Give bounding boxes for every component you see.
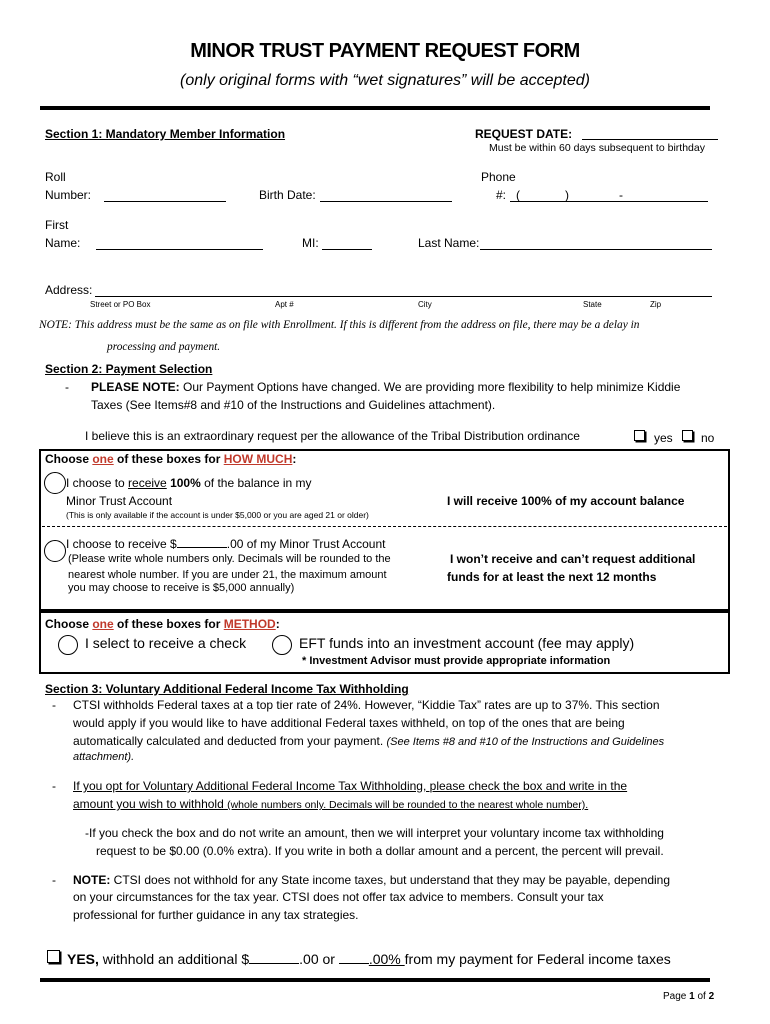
- opt1-pre: I choose to: [66, 476, 129, 490]
- how-much-of-these: of these boxes for: [113, 452, 224, 466]
- phone-field[interactable]: [510, 201, 708, 202]
- option-100-result: I will receive 100% of my account balance: [447, 494, 685, 508]
- option-100-percent-radio[interactable]: [44, 472, 66, 494]
- eft-label: EFT funds into an investment account (fee may apply): [299, 635, 635, 651]
- extraordinary-yes-checkbox[interactable]: [634, 430, 645, 441]
- s3-p1-l1: CTSI withholds Federal taxes at a top tier rate of 24%. However, “Kiddie Tax” rates are up to 37%. This section: [73, 698, 660, 712]
- s3-p1-l3: [73, 734, 664, 748]
- option-amount-radio[interactable]: [44, 540, 66, 562]
- roll-label-1: Roll: [45, 170, 66, 184]
- phone-paren-close: ): [565, 188, 569, 202]
- option-amount-result-1: I won’t receive and can’t request additional: [450, 552, 696, 566]
- method-colon: :: [275, 617, 280, 631]
- s3-note-l1: [73, 873, 670, 887]
- advisor-note: * Investment Advisor must provide appropriate information: [302, 655, 611, 667]
- opt2-pre: I choose to receive $: [66, 537, 177, 551]
- addr-state-caption: State: [583, 300, 602, 309]
- s3-p1-l2: would apply if you would like to have additional Federal taxes withheld, on top of the ones that are being: [73, 716, 625, 730]
- option-100-note: (This is only available if the account is under $5,000 or you are aged 21 or older): [66, 510, 369, 520]
- roll-number-field[interactable]: [104, 201, 226, 202]
- s3-p1-l3-b: (See Items #8 and #10 of the Instructions and Guidelines: [386, 736, 665, 748]
- mi-label: MI:: [302, 236, 319, 250]
- option-100-line1: [66, 476, 312, 490]
- page-of: of: [694, 991, 709, 1002]
- how-much-divider: [42, 526, 727, 527]
- opt1-receive: receive: [128, 476, 167, 490]
- s3-p2-l1: If you opt for Voluntary Additional Federal Income Tax Withholding, please check the box and write in the: [73, 779, 628, 793]
- opt1-post: of the balance in my: [200, 476, 312, 490]
- s3-note-l2: on your circumstances for the tax year. CTSI does not offer tax advice to members. Consult your tax: [73, 890, 604, 904]
- section1-heading: Section 1: Mandatory Member Information: [45, 127, 286, 141]
- request-date-field[interactable]: [582, 139, 718, 140]
- extraordinary-no-checkbox[interactable]: [682, 430, 693, 441]
- withhold-yes-checkbox[interactable]: [47, 950, 60, 963]
- withhold-text-1: withhold an additional $: [98, 951, 250, 967]
- withhold-text-4: from my payment for Federal income taxes: [404, 951, 671, 967]
- option-amount-result-2: funds for at least the next 12 months: [447, 570, 657, 584]
- method-heading: [45, 617, 280, 631]
- addr-apt-caption: Apt #: [275, 300, 294, 309]
- page-num: 1: [689, 991, 695, 1002]
- method-choose: Choose: [45, 617, 93, 631]
- withhold-dollar-blank[interactable]: [249, 951, 299, 964]
- address-label: Address:: [45, 283, 93, 297]
- opt1-pct: 100%: [170, 476, 201, 490]
- how-much-choose: Choose: [45, 452, 93, 466]
- s3-dash-1: -: [52, 698, 56, 712]
- page-number: [663, 991, 714, 1002]
- s3-dash-3: -: [52, 873, 56, 887]
- request-date-note: Must be within 60 days subsequent to birthday: [489, 142, 705, 154]
- withhold-text-2: .00 or: [299, 951, 339, 967]
- header-rule: [40, 106, 710, 110]
- page-total: 2: [708, 991, 715, 1002]
- please-note-dash: -: [65, 380, 69, 394]
- opt2-amount-blank[interactable]: [177, 536, 227, 548]
- page-title: MINOR TRUST PAYMENT REQUEST FORM: [190, 40, 580, 62]
- please-note-line1: [91, 380, 680, 394]
- mi-field[interactable]: [322, 249, 372, 250]
- s3-dash-2: -: [52, 779, 56, 793]
- s3-p2-l2: [73, 797, 588, 811]
- phone-label-1: Phone: [481, 170, 516, 184]
- withhold-text-3: .00%: [368, 951, 405, 967]
- addr-city-caption: City: [418, 300, 432, 309]
- please-note-text: Our Payment Options have changed. We are providing more flexibility to help minimize Kiddie: [179, 380, 681, 394]
- check-radio[interactable]: [58, 635, 78, 655]
- first-name-field[interactable]: [96, 249, 263, 250]
- addr-street-caption: Street or PO Box: [90, 300, 151, 309]
- section3-heading: Section 3: Voluntary Additional Federal Income Tax Withholding: [45, 682, 409, 696]
- address-note-2: processing and payment.: [107, 341, 221, 353]
- s3-p2-l2-a: amount you wish to withhold: [73, 797, 228, 811]
- s3-p3-l2: request to be $0.00 (0.0% extra). If you write in both a dollar amount and a percent, the percent will prevail.: [96, 844, 664, 858]
- opt2-post: .00 of my Minor Trust Account: [226, 537, 386, 551]
- please-note-line2: Taxes (See Items#8 and #10 of the Instructions and Guidelines attachment).: [91, 398, 496, 412]
- extraordinary-text: I believe this is an extraordinary request per the allowance of the Tribal Distribution ordinance: [85, 429, 580, 443]
- roll-label-2: Number:: [45, 188, 92, 202]
- how-much-heading: [45, 452, 296, 466]
- eft-radio[interactable]: [272, 635, 292, 655]
- phone-label-2: #:: [496, 188, 507, 202]
- option-amount-line2: (Please write whole numbers only. Decimals will be rounded to the: [68, 553, 391, 565]
- s3-p3-l1: -If you check the box and do not write an amount, then we will interpret your voluntary income tax withholding: [85, 826, 664, 840]
- please-note-label: PLEASE NOTE:: [91, 380, 180, 394]
- option-amount-line3: nearest whole number. If you are under 21, the maximum amount: [68, 569, 387, 581]
- s3-p1-l3-a: automatically calculated and deducted from your payment.: [73, 734, 387, 748]
- s3-note-text: CTSI does not withhold for any State income taxes, but understand that they may be payable, depending: [110, 873, 671, 887]
- last-name-field[interactable]: [480, 249, 712, 250]
- addr-zip-caption: Zip: [650, 300, 662, 309]
- birth-date-label: Birth Date:: [259, 188, 316, 202]
- page-subtitle: (only original forms with “wet signatures” will be accepted): [180, 72, 590, 89]
- phone-paren-open: (: [516, 188, 520, 202]
- first-label-2: Name:: [45, 236, 81, 250]
- footer-rule: [40, 978, 710, 982]
- how-much-one: one: [92, 452, 114, 466]
- how-much-keyword: HOW MUCH: [223, 452, 293, 466]
- birth-date-field[interactable]: [320, 201, 452, 202]
- s3-p2-l2-b: (whole numbers only. Decimals will be rounded to the nearest whole number).: [227, 799, 589, 811]
- method-keyword: METHOD: [223, 617, 276, 631]
- extraordinary-yes-label: yes: [654, 431, 673, 445]
- address-note-1: NOTE: This address must be the same as on file with Enrollment. If this is different from the address on file, there may be a delay in: [39, 319, 640, 331]
- withhold-yes-label: YES,: [67, 951, 99, 967]
- method-one: one: [92, 617, 114, 631]
- s3-p1-l4: attachment).: [73, 751, 135, 763]
- option-100-line2: Minor Trust Account: [66, 494, 173, 508]
- page-pre: Page: [663, 991, 690, 1002]
- check-label: I select to receive a check: [85, 635, 247, 651]
- option-amount-line1: [66, 536, 385, 551]
- s3-note-l3: professional for further guidance in any tax strategies.: [73, 908, 359, 922]
- withhold-percent-blank[interactable]: [339, 951, 369, 964]
- first-label-1: First: [45, 218, 69, 232]
- withhold-yes-line: [67, 951, 671, 967]
- phone-dash: -: [619, 188, 623, 202]
- method-of-these: of these boxes for: [113, 617, 224, 631]
- last-name-label: Last Name:: [418, 236, 480, 250]
- extraordinary-no-label: no: [701, 431, 715, 445]
- address-field[interactable]: [95, 296, 712, 297]
- option-amount-line4: you may choose to receive is $5,000 annually): [68, 582, 295, 594]
- section2-heading: Section 2: Payment Selection: [45, 362, 213, 376]
- how-much-colon: :: [292, 452, 297, 466]
- request-date-label: REQUEST DATE:: [475, 127, 573, 141]
- s3-note-label: NOTE:: [73, 873, 111, 887]
